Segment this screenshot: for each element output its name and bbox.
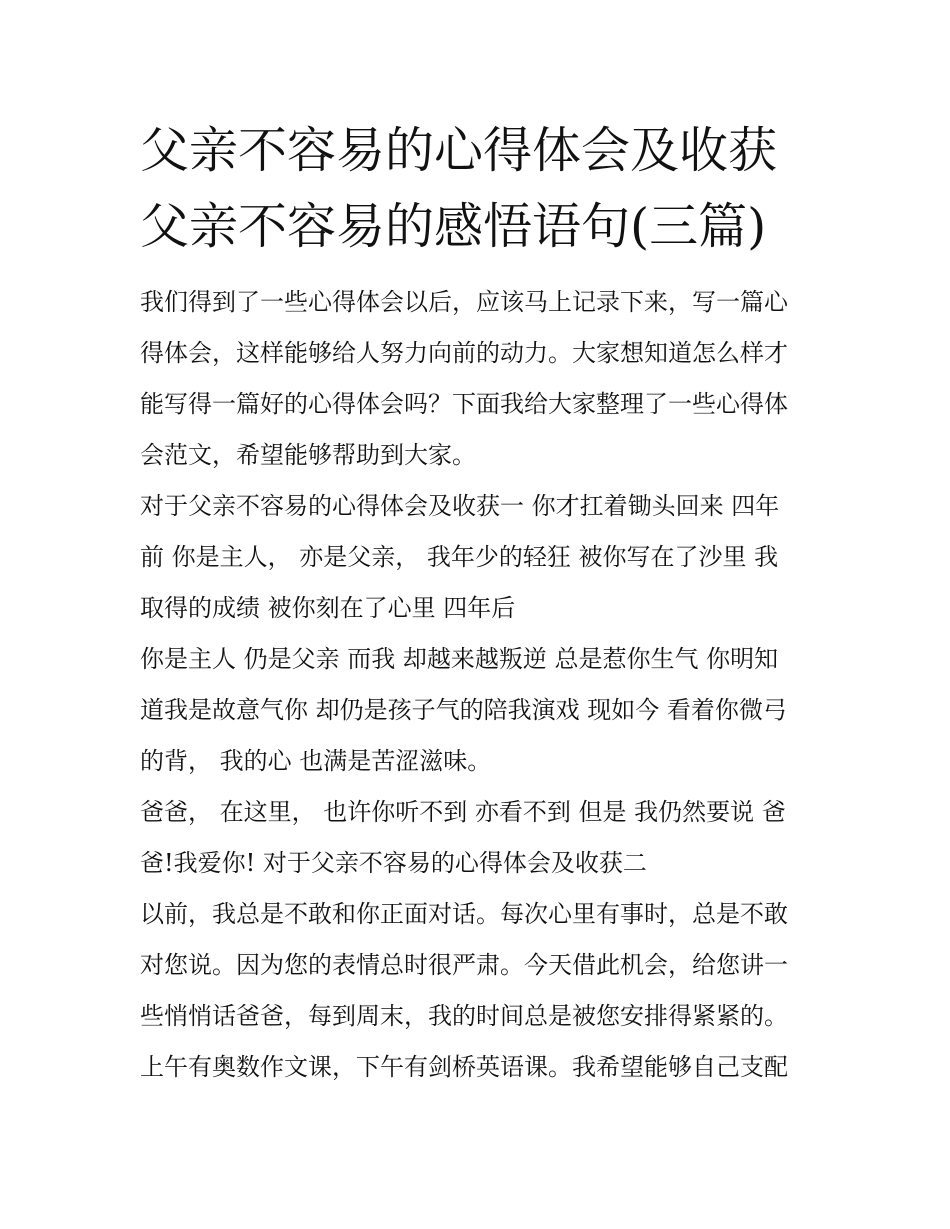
body-line: 些悄悄话爸爸，每到周末，我的时间总是被您安排得紧紧的。	[140, 1002, 788, 1030]
body-line: 能写得一篇好的心得体会吗？下面我给大家整理了一些心得体	[140, 390, 788, 418]
body-line: 爸爸， 在这里， 也许你听不到 亦看不到 但是 我仍然要说 爸	[140, 798, 786, 826]
body-line: 我们得到了一些心得体会以后，应该马上记录下来，写一篇心	[140, 288, 788, 316]
body-line: 前 你是主人， 亦是父亲， 我年少的轻狂 被你写在了沙里 我	[140, 543, 779, 571]
body-line: 的背， 我的心 也满是苦涩滋味。	[140, 747, 492, 775]
document-title	[140, 113, 840, 265]
body-line: 爸!我爱你! 对于父亲不容易的心得体会及收获二	[140, 849, 647, 877]
body-line: 取得的成绩 被你刻在了心里 四年后	[140, 594, 516, 622]
body-line: 道我是故意气你 却仍是孩子气的陪我演戏 现如今 看着你微弓	[140, 696, 787, 724]
body-line: 会范文，希望能够帮助到大家。	[140, 441, 476, 469]
body-line: 你是主人 仍是父亲 而我 却越来越叛逆 总是惹你生气 你明知	[140, 645, 779, 673]
body-line: 得体会，这样能够给人努力向前的动力。大家想知道怎么样才	[140, 339, 788, 367]
body-line: 对于父亲不容易的心得体会及收获一 你才扛着锄头回来 四年	[140, 492, 780, 520]
body-line: 上午有奥数作文课，下午有剑桥英语课。我希望能够自己支配	[140, 1053, 788, 1081]
body-line: 对您说。因为您的表情总时很严肃。今天借此机会，给您讲一	[140, 951, 788, 979]
title-line-2: 父亲不容易的感悟语句(三篇)	[140, 198, 767, 255]
document-body	[140, 277, 820, 1093]
body-line: 以前，我总是不敢和你正面对话。每次心里有事时，总是不敢	[140, 900, 788, 928]
title-line-1: 父亲不容易的心得体会及收获	[140, 122, 778, 179]
